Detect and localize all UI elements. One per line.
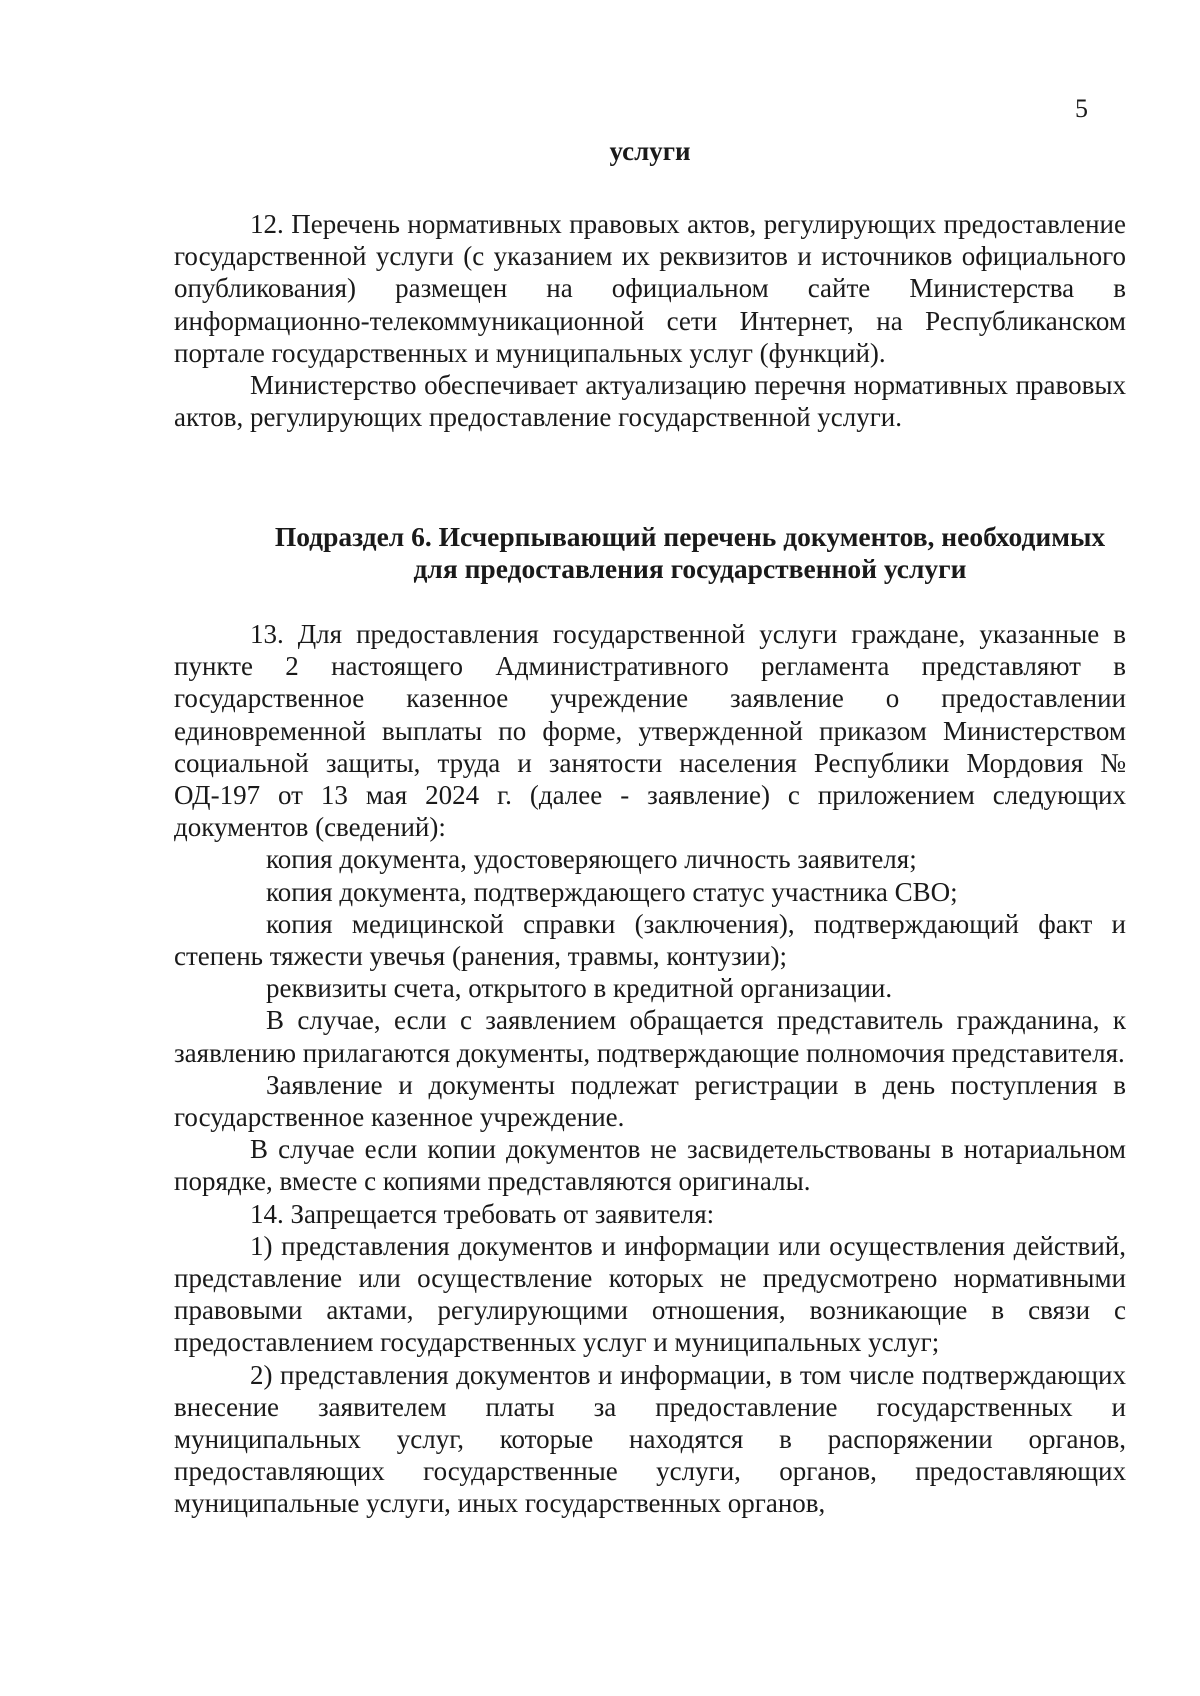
paragraph-14-item-1: 1) представления документов и информации или осуществления действий, представление или осуществление которых не предусмотрено нормативными правовыми актами, регулирующими отношения, возникающие в связи с предоставлением государственных услуг и муниципальных услуг;	[174, 1230, 1126, 1358]
section-tail-heading: услуги	[609, 136, 691, 166]
paragraph-copies: В случае если копии документов не засвидетельствованы в нотариальном порядке, вместе с копиями представляются оригиналы.	[174, 1134, 1126, 1197]
paragraph-12-continuation: Министерство обеспечивает актуализацию перечня нормативных правовых актов, регулирующих предоставление государственной услуги.	[174, 370, 1126, 433]
paragraph-14: 14. Запрещается требовать от заявителя:	[250, 1198, 715, 1229]
paragraph-group-13-14	[174, 618, 1126, 1520]
subsection-heading-line-2: для предоставления государственной услуги	[413, 553, 967, 584]
document-list-item-3: копия медицинской справки (заключения), подтверждающий факт и степень тяжести увечья (ранения, травмы, контузии);	[174, 908, 1126, 972]
paragraph-registration: Заявление и документы подлежат регистрации в день поступления в государственное казенное учреждение.	[174, 1069, 1126, 1133]
subsection-heading-line-1: Подраздел 6. Исчерпывающий перечень документов, необходимых	[274, 521, 1106, 552]
document-list-item-4: реквизиты счета, открытого в кредитной организации.	[266, 973, 893, 1004]
paragraph-13: 13. Для предоставления государственной услуги граждане, указанные в пункте 2 настоящего Административного регламента представляют в государственное казенное учреждение заявление о предоставлении единовременной выплаты по форме, утвержденной приказом Министерством социальной защиты, труда и занятости населения Республики Мордовия № ОД-197 от 13 мая 2024 г. (далее - заявление) с приложением следующих документов (сведений):	[174, 619, 1126, 843]
paragraph-representative: В случае, если с заявлением обращается представитель гражданина, к заявлению прилагаются документы, подтверждающие полномочия представителя.	[174, 1005, 1126, 1068]
document-list-item-2: копия документа, подтверждающего статус участника СВО;	[266, 876, 958, 907]
paragraph-group-12	[174, 208, 1126, 433]
page-number: 5	[1075, 94, 1088, 123]
paragraph-12: 12. Перечень нормативных правовых актов, регулирующих предоставление государственной услуги (с указанием их реквизитов и источников официального опубликования) размещен на официальном сайте Министерства в информационно-телекоммуникационной сети Интернет, на Республиканском портале государственных и муниципальных услуг (функций).	[174, 209, 1126, 368]
subsection-heading	[174, 521, 1126, 585]
paragraph-14-item-2: 2) представления документов и информации, в том числе подтверждающих внесение заявителем платы за предоставление государственных и муниципальных услуг, которые находятся в распоряжении органов, предоставляющих государственные услуги, органов, предоставляющих муниципальные услуги, иных государственных органов,	[174, 1359, 1126, 1519]
document-list-item-1: копия документа, удостоверяющего личность заявителя;	[266, 844, 917, 875]
